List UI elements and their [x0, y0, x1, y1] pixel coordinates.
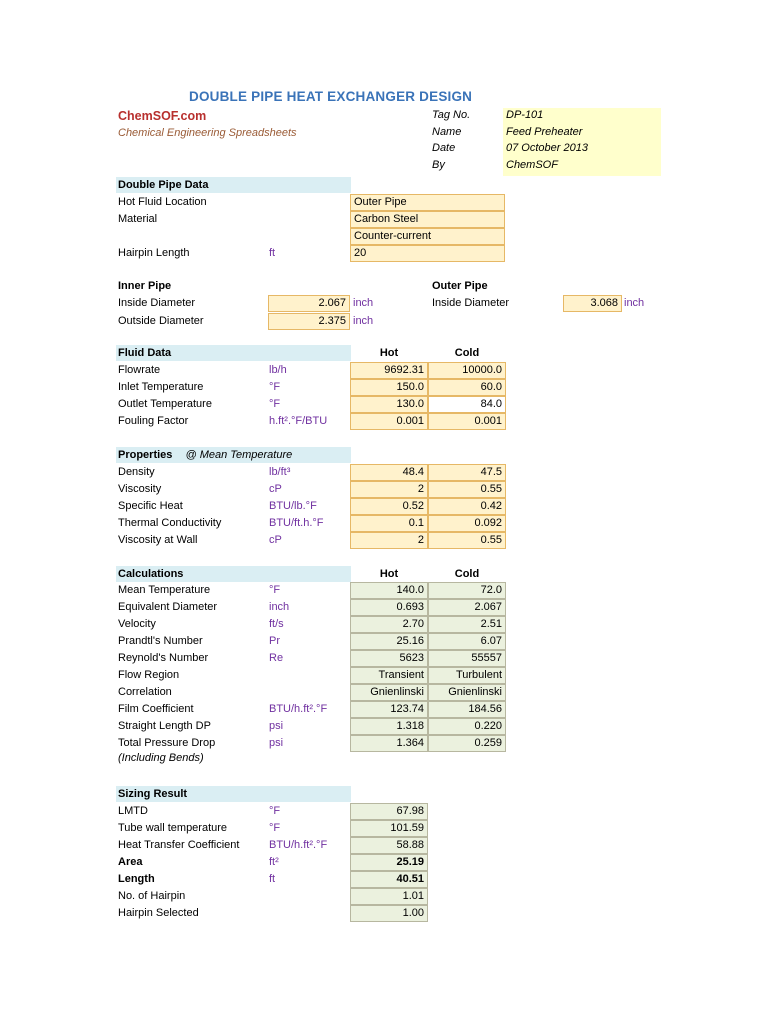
- sizing-label: No. of Hairpin: [118, 890, 186, 902]
- outer-pipe-header: Outer Pipe: [432, 280, 488, 292]
- fluid-row-cold-value: 84.0: [428, 396, 506, 413]
- property-row-hot-value: 2: [350, 532, 428, 549]
- inner-pipe-label: Outside Diameter: [118, 315, 204, 327]
- sizing-label: Length: [118, 873, 155, 885]
- inner-pipe-header: Inner Pipe: [118, 280, 172, 292]
- property-row-unit: BTU/lb.°F: [269, 500, 317, 512]
- sizing-label: Heat Transfer Coefficient: [118, 839, 240, 851]
- fluid-row-hot-value: 130.0: [350, 396, 428, 413]
- property-row-unit: cP: [269, 483, 282, 495]
- calc-row-cold-value: 184.56: [428, 701, 506, 718]
- properties-note: @ Mean Temperature: [185, 449, 293, 461]
- double-pipe-label: Hairpin Length: [118, 247, 190, 259]
- double-pipe-unit: ft: [269, 247, 276, 259]
- sizing-unit: °F: [269, 805, 281, 817]
- sizing-value: 40.51: [350, 871, 428, 888]
- property-row-hot-value: 2: [350, 481, 428, 498]
- fluid-row-unit: °F: [269, 381, 281, 393]
- outer-pipe-label: Inside Diameter: [432, 297, 510, 309]
- calc-row-hot-value: 140.0: [350, 582, 428, 599]
- double-pipe-label: Material: [118, 213, 158, 225]
- sizing-header: Sizing Result: [116, 786, 351, 802]
- sizing-value: 101.59: [350, 820, 428, 837]
- fluid-data-header: Fluid Data: [116, 345, 351, 361]
- calc-row-hot-value: 123.74: [350, 701, 428, 718]
- info-label: Tag No.: [432, 109, 471, 121]
- calc-row-hot-value: 1.318: [350, 718, 428, 735]
- sizing-value: 67.98: [350, 803, 428, 820]
- outer-pipe-value-field: 3.068: [563, 295, 622, 312]
- fluid-row-label: Inlet Temperature: [118, 381, 204, 393]
- calc-col-cold: Cold: [454, 568, 480, 580]
- property-row-label: Thermal Conductivity: [118, 517, 222, 529]
- calc-row-unit: psi: [269, 737, 284, 749]
- sizing-label: LMTD: [118, 805, 148, 817]
- calc-row-cold-value: 6.07: [428, 633, 506, 650]
- sizing-unit: ft: [269, 873, 276, 885]
- fluid-row-label: Fouling Factor: [118, 415, 189, 427]
- calc-row-unit: ft/s: [269, 618, 284, 630]
- sizing-unit: °F: [269, 822, 281, 834]
- fluid-row-unit: °F: [269, 398, 281, 410]
- calc-row-label: Film Coefficient: [118, 703, 194, 715]
- property-row-label: Specific Heat: [118, 500, 183, 512]
- fluid-row-cold-value: 0.001: [428, 413, 506, 430]
- fluid-row-label: Outlet Temperature: [118, 398, 212, 410]
- sizing-value: 1.01: [350, 888, 428, 905]
- calc-row-cold-value: 55557: [428, 650, 506, 667]
- fluid-row-hot-value: 9692.31: [350, 362, 428, 379]
- calc-row-hot-value: 5623: [350, 650, 428, 667]
- property-row-hot-value: 0.1: [350, 515, 428, 532]
- property-row-cold-value: 0.55: [428, 532, 506, 549]
- fluid-row-unit: lb/h: [269, 364, 287, 376]
- brand-subtitle: Chemical Engineering Spreadsheets: [118, 127, 297, 139]
- property-row-unit: lb/ft³: [269, 466, 291, 478]
- calc-row-unit: °F: [269, 584, 281, 596]
- info-value: ChemSOF: [506, 158, 558, 171]
- property-row-cold-value: 47.5: [428, 464, 506, 481]
- info-label: Date: [432, 142, 456, 154]
- calc-row-hot-value: 1.364: [350, 735, 428, 752]
- outer-pipe-unit: inch: [624, 297, 645, 309]
- calc-row-hot-value: 0.693: [350, 599, 428, 616]
- calc-row-label: Mean Temperature: [118, 584, 211, 596]
- property-row-label: Viscosity: [118, 483, 162, 495]
- calculations-header: Calculations: [116, 566, 351, 582]
- info-value: Feed Preheater: [506, 125, 583, 138]
- calc-row-label: Reynold's Number: [118, 652, 209, 664]
- calc-row-cold-value: Gnienlinski: [428, 684, 506, 701]
- inner-pipe-value-field: 2.375: [268, 313, 350, 330]
- property-row-cold-value: 0.55: [428, 481, 506, 498]
- property-row-unit: BTU/ft.h.°F: [269, 517, 324, 529]
- sizing-label: Tube wall temperature: [118, 822, 228, 834]
- inner-pipe-unit: inch: [353, 297, 374, 309]
- fluid-row-cold-value: 60.0: [428, 379, 506, 396]
- info-value: 07 October 2013: [506, 142, 588, 154]
- double-pipe-value-field: 20: [350, 245, 505, 262]
- fluid-row-unit: h.ft².°F/BTU: [269, 415, 328, 427]
- property-row-cold-value: 0.42: [428, 498, 506, 515]
- calc-row-unit: BTU/h.ft².°F: [269, 703, 328, 715]
- calc-row-unit: psi: [269, 720, 284, 732]
- sizing-unit: BTU/h.ft².°F: [269, 839, 328, 851]
- inner-pipe-value-field: 2.067: [268, 295, 350, 312]
- calc-note: (Including Bends): [118, 752, 204, 764]
- inner-pipe-label: Inside Diameter: [118, 297, 196, 309]
- sizing-unit: ft²: [269, 856, 279, 868]
- property-row-unit: cP: [269, 534, 282, 546]
- calc-row-cold-value: Turbulent: [428, 667, 506, 684]
- sizing-value: 25.19: [350, 854, 428, 871]
- calc-row-label: Flow Region: [118, 669, 180, 681]
- sizing-value: 1.00: [350, 905, 428, 922]
- fluid-row-hot-value: 150.0: [350, 379, 428, 396]
- fluid-col-hot: Hot: [379, 347, 399, 359]
- property-row-label: Density: [118, 466, 155, 478]
- property-row-cold-value: 0.092: [428, 515, 506, 532]
- calc-row-hot-value: 25.16: [350, 633, 428, 650]
- calc-row-label: Velocity: [118, 618, 156, 630]
- properties-header: [116, 447, 351, 463]
- double-pipe-label: Hot Fluid Location: [118, 196, 207, 208]
- calc-row-label: Total Pressure Drop: [118, 737, 216, 749]
- calc-row-cold-value: 0.259: [428, 735, 506, 752]
- calc-row-label: Prandtl's Number: [118, 635, 203, 647]
- calc-row-hot-value: Transient: [350, 667, 428, 684]
- property-row-label: Viscosity at Wall: [118, 534, 198, 546]
- calc-row-hot-value: Gnienlinski: [350, 684, 428, 701]
- calc-row-unit: Re: [269, 652, 284, 664]
- calc-row-unit: inch: [269, 601, 290, 613]
- calc-row-cold-value: 72.0: [428, 582, 506, 599]
- fluid-col-cold: Cold: [454, 347, 480, 359]
- info-value: DP-101: [506, 109, 544, 121]
- double-pipe-value-field: Counter-current: [350, 228, 505, 245]
- properties-title: Properties: [118, 449, 173, 461]
- sizing-value: 58.88: [350, 837, 428, 854]
- property-row-hot-value: 48.4: [350, 464, 428, 481]
- fluid-row-cold-value: 10000.0: [428, 362, 506, 379]
- inner-pipe-unit: inch: [353, 315, 374, 327]
- sizing-label: Area: [118, 856, 143, 868]
- info-label: Name: [432, 125, 462, 138]
- calc-row-cold-value: 2.067: [428, 599, 506, 616]
- sizing-label: Hairpin Selected: [118, 907, 199, 919]
- calc-row-label: Equivalent Diameter: [118, 601, 218, 613]
- calc-row-label: Correlation: [118, 686, 172, 698]
- double-pipe-value-field: Carbon Steel: [350, 211, 505, 228]
- fluid-row-hot-value: 0.001: [350, 413, 428, 430]
- calc-row-label: Straight Length DP: [118, 720, 211, 732]
- brand-name: ChemSOF.com: [118, 109, 207, 123]
- fluid-row-label: Flowrate: [118, 364, 161, 376]
- page-title: DOUBLE PIPE HEAT EXCHANGER DESIGN: [189, 89, 473, 104]
- double-pipe-header: Double Pipe Data: [116, 177, 351, 193]
- double-pipe-value-field: Outer Pipe: [350, 194, 505, 211]
- calc-row-cold-value: 2.51: [428, 616, 506, 633]
- calc-row-cold-value: 0.220: [428, 718, 506, 735]
- calc-row-hot-value: 2.70: [350, 616, 428, 633]
- calc-col-hot: Hot: [379, 568, 399, 580]
- property-row-hot-value: 0.52: [350, 498, 428, 515]
- calc-row-unit: Pr: [269, 635, 280, 647]
- info-label: By: [432, 158, 445, 171]
